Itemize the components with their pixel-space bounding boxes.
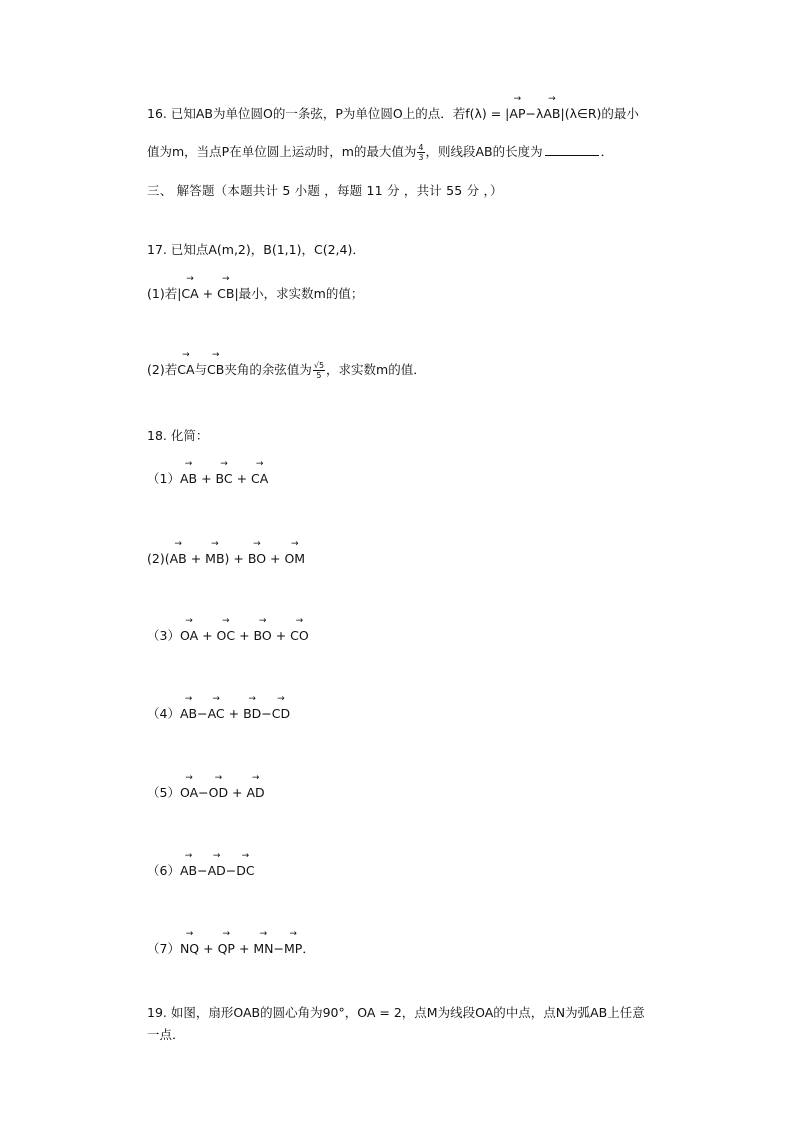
q16-text-c: 值为m，当点P在单位圆上运动时，m的最大值为 — [147, 144, 417, 159]
vector: → CD — [272, 705, 290, 723]
vector: → OA — [180, 627, 198, 645]
vector: → AB — [180, 705, 197, 723]
operator: − — [261, 706, 272, 721]
item-number: （4） — [147, 706, 180, 721]
fraction-sqrt5-5 — [313, 361, 325, 380]
item-number: (2)( — [147, 551, 170, 566]
q16-text-b: |(λ∈R)的最小 — [560, 106, 639, 121]
q19-line1: 19. 如图，扇形OAB的圆心角为90°，OA = 2，点M为线段OA的中点，点N为弧AB上任意 — [147, 1005, 645, 1020]
operator: − — [225, 863, 237, 878]
operator: + — [234, 941, 254, 956]
fraction-denominator: 3 — [418, 153, 424, 162]
vector: → OA — [180, 784, 198, 802]
operator: + — [235, 628, 254, 643]
operator: + — [186, 551, 206, 566]
fraction-numerator: 4 — [418, 143, 424, 152]
vector: → BC — [216, 470, 233, 488]
fraction-4-3 — [417, 143, 424, 162]
vector-cb: → CB — [217, 285, 234, 303]
q16-line2 — [147, 143, 613, 162]
vector-ca: → CA — [181, 285, 198, 303]
operator: + — [197, 471, 216, 486]
operator: + — [228, 785, 247, 800]
vector-ab: → AB — [543, 105, 560, 123]
vector: → AC — [208, 705, 225, 723]
vector: → AD — [247, 784, 265, 802]
item-number: （5） — [147, 785, 180, 800]
q17-p1-suffix: |最小，求实数m的值； — [234, 286, 364, 301]
vector: → AD — [208, 862, 226, 880]
operator: + — [271, 628, 291, 643]
operator: + — [224, 706, 244, 721]
operator: + — [232, 471, 252, 486]
vector: → BD — [243, 705, 261, 723]
vector-ap: → AP — [509, 105, 525, 123]
q16-text-d: ，则线段AB的长度为 — [425, 144, 543, 159]
q17-p2-suffix: ，求实数m的值． — [326, 362, 426, 377]
operator: + — [198, 628, 217, 643]
q16-text-a: 16. 已知AB为单位圆O的一条弦，P为单位圆O上的点．若f(λ) = | — [147, 106, 510, 121]
q17-part2 — [147, 361, 426, 380]
q18-item-3 — [147, 627, 309, 645]
q18-item-6 — [147, 862, 255, 880]
section-3-heading: 三、 解答题（本题共计 5 小题 ，每题 11 分 ，共计 55 分 ，） — [147, 183, 503, 198]
operator: − — [273, 941, 285, 956]
operator: − — [197, 706, 208, 721]
q19-line2: 一点． — [147, 1027, 185, 1042]
vector: → MP — [284, 940, 302, 958]
vector-cb: → CB — [207, 361, 224, 379]
q18-stem: 18. 化简： — [147, 428, 209, 443]
plus-sign: + — [198, 286, 218, 301]
q17-p1-prefix: (1)若| — [147, 286, 182, 301]
q17-p2-middle: 夹角的余弦值为 — [224, 362, 312, 377]
q17-part1 — [147, 285, 363, 303]
vector: → BO — [248, 550, 266, 568]
answer-blank — [545, 143, 599, 156]
vector: → MN — [253, 940, 273, 958]
q17-p2-and: 与 — [194, 362, 208, 377]
q18-item-5 — [147, 784, 265, 802]
q18-item-2 — [147, 550, 305, 568]
vector: → AB — [180, 470, 197, 488]
vector: → AB — [180, 862, 197, 880]
operator: + — [199, 941, 218, 956]
vector: → AB — [170, 550, 187, 568]
vector: → QP — [218, 940, 235, 958]
q18-item-4 — [147, 705, 290, 723]
fraction-denominator: 5 — [316, 371, 322, 380]
q16-minus-lambda: −λ — [525, 106, 544, 121]
item-number: （6） — [147, 863, 180, 878]
operator: − — [197, 863, 208, 878]
q17-p2-prefix: (2)若 — [147, 362, 178, 377]
item-number: （1） — [147, 471, 180, 486]
q18-item-7 — [147, 940, 315, 958]
q18-item-1 — [147, 470, 268, 488]
q16-end: ． — [600, 144, 614, 159]
vector: → MB — [205, 550, 224, 568]
vector: → BO — [254, 627, 272, 645]
item-number: （3） — [147, 628, 180, 643]
operator: + — [266, 551, 285, 566]
vector: → OD — [209, 784, 228, 802]
vector: → DC — [236, 862, 254, 880]
q16-line1 — [147, 105, 639, 123]
vector: → OM — [284, 550, 305, 568]
operator: ) + — [224, 551, 248, 566]
vector: → CO — [290, 627, 309, 645]
period: ． — [302, 941, 315, 956]
fraction-numerator: √5 — [313, 361, 325, 370]
q17-stem: 17. 已知点A(m,2)，B(1,1)，C(2,4)． — [147, 242, 365, 257]
vector: → CA — [251, 470, 268, 488]
vector: → NQ — [180, 940, 199, 958]
vector: → OC — [217, 627, 236, 645]
item-number: （7） — [147, 941, 180, 956]
vector-ca: → CA — [177, 361, 194, 379]
operator: − — [198, 785, 209, 800]
